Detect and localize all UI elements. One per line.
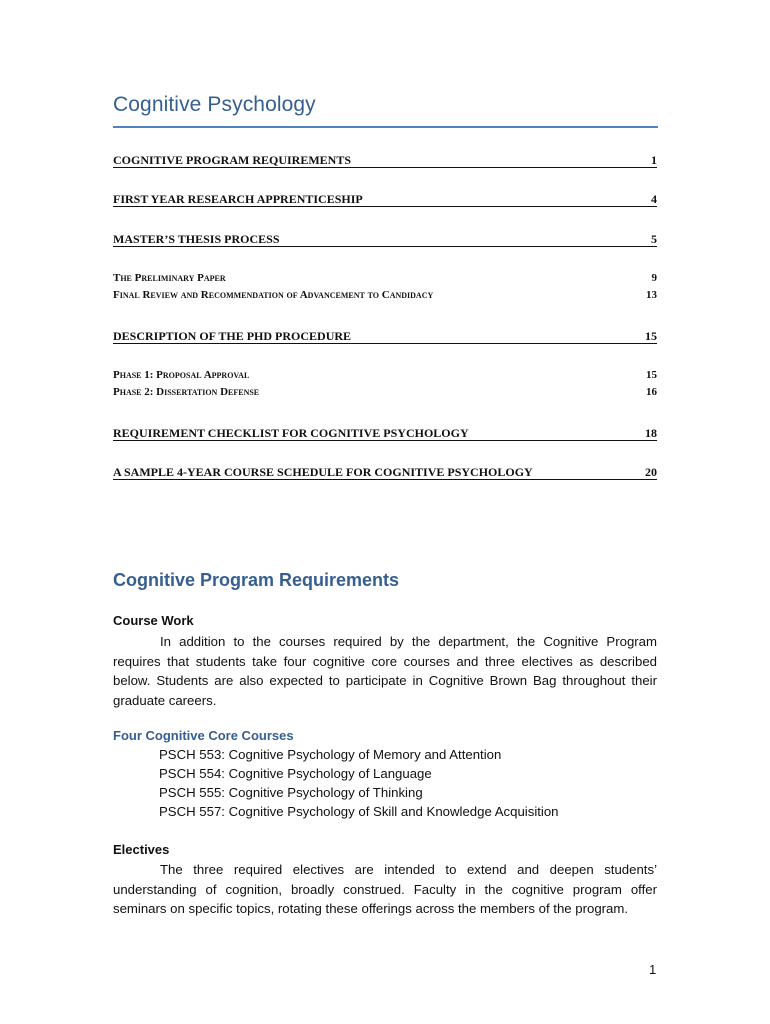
toc-entry-page: 18: [645, 426, 657, 440]
toc-entry-program-requirements[interactable]: [113, 153, 657, 168]
toc-entry-label: REQUIREMENT CHECKLIST FOR COGNITIVE PSYCHOLOGY: [113, 426, 469, 440]
course-work-paragraph: In addition to the courses required by the department, the Cognitive Program requires that students take four cognitive core courses and three electives as described below. Students are also expected to participate in Cognitive Brown Bag throughout their graduate careers.: [113, 634, 657, 708]
core-course-item: PSCH 554: Cognitive Psychology of Language: [159, 766, 432, 781]
toc-subentry-phase-1[interactable]: [113, 369, 657, 385]
toc-entry-page: 20: [645, 465, 657, 479]
toc-entry-course-schedule[interactable]: [113, 465, 657, 480]
toc-entry-label: FIRST YEAR RESEARCH APPRENTICESHIP: [113, 192, 363, 206]
toc-entry-page: 16: [646, 386, 657, 398]
toc-entry-label: COGNITIVE PROGRAM REQUIREMENTS: [113, 153, 352, 167]
document-title: Cognitive Psychology: [113, 93, 316, 116]
page-number: 1: [649, 962, 657, 977]
toc-entry-label: Final Review and Recommendation of Advancement to Candidacy: [113, 289, 434, 301]
electives-paragraph: The three required electives are intended to extend and deepen students’ understanding of cognition, broadly construed. Faculty in the cognitive program offer seminars on specific topics, rotating these offerings across the members of the program.: [113, 862, 657, 916]
toc-entry-page: 15: [646, 369, 657, 381]
toc-entry-page: 4: [651, 192, 657, 206]
toc-entry-phd-procedure[interactable]: [113, 329, 657, 344]
core-course-item: PSCH 555: Cognitive Psychology of Thinking: [159, 785, 423, 800]
toc-entry-requirement-checklist[interactable]: [113, 426, 657, 441]
toc-entry-research-apprenticeship[interactable]: [113, 192, 657, 207]
electives-heading: Electives: [113, 842, 170, 857]
core-course-item: PSCH 557: Cognitive Psychology of Skill and Knowledge Acquisition: [159, 804, 559, 819]
course-work-heading: Course Work: [113, 613, 194, 628]
toc-entry-page: 15: [645, 329, 657, 343]
toc-entry-label: MASTER’S THESIS PROCESS: [113, 232, 280, 246]
core-course-item: PSCH 553: Cognitive Psychology of Memory and Attention: [159, 747, 502, 762]
toc-entry-label: Phase 1: Proposal Approval: [113, 369, 250, 381]
core-courses-heading: Four Cognitive Core Courses: [113, 728, 294, 743]
toc-entry-page: 1: [651, 153, 657, 167]
toc-entry-masters-thesis[interactable]: [113, 232, 657, 247]
toc-entry-page: 5: [651, 232, 657, 246]
toc-entry-label: Phase 2: Dissertation Defense: [113, 386, 260, 398]
toc-subentry-phase-2[interactable]: [113, 386, 657, 402]
toc-subentry-final-review[interactable]: [113, 289, 657, 305]
toc-entry-label: A SAMPLE 4-YEAR COURSE SCHEDULE FOR COGNITIVE PSYCHOLOGY: [113, 465, 533, 479]
toc-subentry-preliminary-paper[interactable]: [113, 272, 657, 288]
title-underline: [113, 126, 658, 128]
section-heading: Cognitive Program Requirements: [113, 570, 400, 590]
toc-entry-label: DESCRIPTION OF THE PHD PROCEDURE: [113, 329, 352, 343]
toc-entry-page: 9: [651, 272, 657, 284]
toc-entry-label: The Preliminary Paper: [113, 272, 226, 284]
toc-entry-page: 13: [646, 289, 657, 301]
